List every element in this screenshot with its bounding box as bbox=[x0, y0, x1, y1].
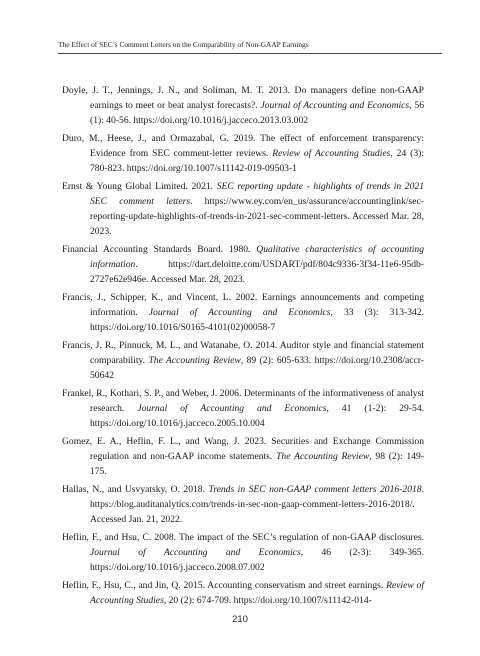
reference-entry: Francis, J., Schipper, K., and Vincent, L. 2002. Earnings announcements and competing information. Journal of Accounting and Economics, 33 (3): 313-342. https://doi.org/10.1016/S0165-4101(02)00058-7 bbox=[62, 292, 425, 333]
reference-entry: Heflin, F., Hsu, C., and Jin, Q. 2015. Accounting conservatism and street earnings. Review of Accounting Studies, 20 (2): 674-709. https://doi.org/10.1007/s11142-014- bbox=[62, 580, 424, 606]
page-number: 210 bbox=[232, 614, 248, 625]
reference-entry: Gomez, E. A., Heflin, F. L., and Wang, J. 2023. Securities and Exchange Commission regulation and non-GAAP income statements. The Accounting Review, 98 (2): 149-175. bbox=[62, 436, 424, 477]
reference-entry: Francis, J. R., Pinnuck, M. L., and Watanabe, O. 2014. Auditor style and financial statement comparability. The Accounting Review, 89 (2): 605-633. https://doi.org/10.2308/accr-50642 bbox=[62, 340, 424, 381]
reference-entry: Financial Accounting Standards Board. 1980. Qualitative characteristics of accounting information. https://dart.deloitte.com/USDART/pdf/804c9336-3f34-11e6-95db-2727e62e946e. Accessed Mar. 28, 2023. bbox=[62, 244, 424, 285]
running-header: The Effect of SEC’s Comment Letters on the Comparability of Non-GAAP Earnings bbox=[58, 40, 309, 49]
reference-entry: Ernst & Young Global Limited. 2021. SEC reporting update - highlights of trends in 2021 SEC comment letters. https://www.ey.com/en_us/assurance/accountinglink/sec-reporting-update-highlights-of-trends-in-2021-sec-comment-letters. Accessed Mar. 28, 2023. bbox=[62, 181, 425, 237]
reference-entry: Heflin, F., and Hsu, C. 2008. The impact of the SEC’s regulation of non-GAAP disclosures. Journal of Accounting and Economics, 46 (2-3): 349-365. https://doi.org/10.1016/j.jacceco.2008.07.002 bbox=[62, 532, 425, 573]
header-rule bbox=[58, 53, 442, 54]
reference-entry: Doyle, J. T., Jennings, J. N., and Soliman, M. T. 2013. Do managers define non-GAAP earnings to meet or beat analyst forecasts?. Journal of Accounting and Economics, 56 (1): 40-56. https://doi.org/10.1016/j.jacceco.2013.03.002 bbox=[62, 85, 425, 126]
reference-entry: Frankel, R., Kothari, S. P., and Weber, J. 2006. Determinants of the informativeness of analyst research. Journal of Accounting and Economics, 41 (1-2): 29-54. https://doi.org/10.1016/j.jacceco.2005.10.004 bbox=[62, 388, 425, 429]
reference-entry: Duro, M., Heese, J., and Ormazabal, G. 2019. The effect of enforcement transparency: Evidence from SEC comment-letter reviews. Review of Accounting Studies, 24 (3): 780-823. https://doi.org/10.1007/s11142-019-09503-1 bbox=[62, 133, 424, 174]
reference-entry: Hallas, N., and Usvyatsky, O. 2018. Trends in SEC non-GAAP comment letters 2016-2018. https://blog.auditanalytics.com/trends-in-sec-non-gaap-comment-letters-2016-2018/. Accessed Jan. 21, 2022. bbox=[62, 484, 424, 525]
reference-list bbox=[62, 83, 424, 611]
